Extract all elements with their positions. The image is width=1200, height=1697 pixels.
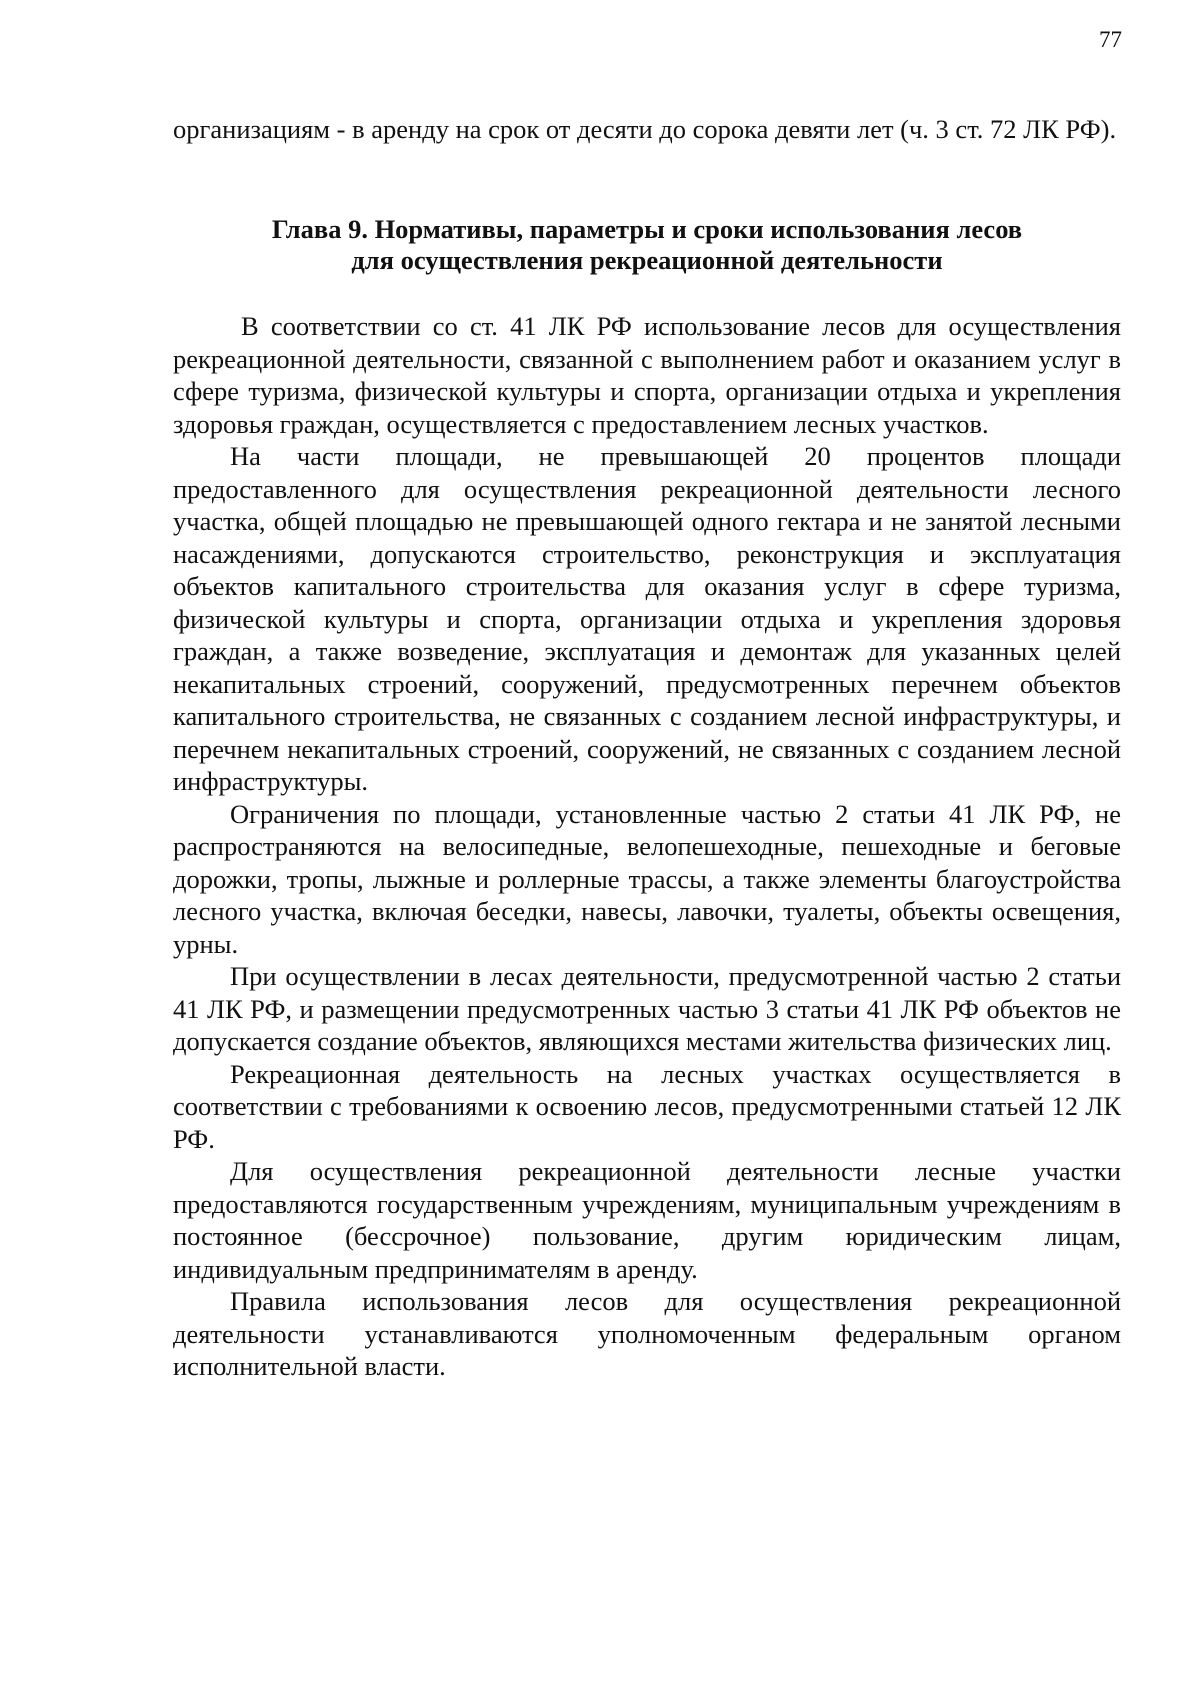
page-number: 77	[1099, 27, 1122, 52]
chapter-body	[173, 310, 1121, 1383]
paragraph-area-limits: На части площади, не превышающей 20 процентов площади предоставленного для осуществления рекреационной деятельности лесного участка, общей площадью не превышающей одного гектара и не занятой лесными насаждениями, допускаются строительство, реконструкция и эксплуатация объектов капитального строительства для оказания услуг в сфере туризма, физической культуры и спорта, организации отдыха и укрепления здоровья граждан, а также возведение, эксплуатация и демонтаж для указанных целей некапитальных строений, сооружений, предусмотренных перечнем объектов капитального строительства, не связанных с созданием лесной инфраструктуры, и перечнем некапитальных строений, сооружений, не связанных с созданием лесной инфраструктуры.	[173, 441, 1121, 796]
chapter-title-line-1: Глава 9. Нормативы, параметры и сроки использования лесов	[271, 214, 1023, 244]
chapter-heading	[173, 214, 1121, 276]
paragraph-recreation-basis: В соответствии со ст. 41 ЛК РФ использование лесов для осуществления рекреационной деятельности, связанной с выполнением работ и оказанием услуг в сфере туризма, физической культуры и спорта, организации отдыха и укрепления здоровья граждан, осуществляется с предоставлением лесных участков.	[173, 311, 1121, 439]
continuation-paragraph: организациям - в аренду на срок от десяти до сорока девяти лет (ч. 3 ст. 72 ЛК РФ).	[173, 114, 1117, 144]
paragraph-development-requirements: Рекреационная деятельность на лесных участках осуществляется в соответствии с требованиями к освоению лесов, предусмотренными статьей 12 ЛК РФ.	[173, 1058, 1121, 1154]
chapter-title-line-2: для осуществления рекреационной деятельности	[351, 245, 943, 275]
paragraph-provision-terms: Для осуществления рекреационной деятельности лесные участки предоставляются государственным учреждениям, муниципальным учреждениям в постоянное (бессрочное) пользование, другим юридическим лицам, индивидуальным предпринимателям в аренду.	[173, 1156, 1121, 1284]
paragraph-rules-authority: Правила использования лесов для осуществления рекреационной деятельности устанавливаются уполномоченным федеральным органом исполнительной власти.	[173, 1286, 1121, 1381]
paragraph-residence-prohibition: При осуществлении в лесах деятельности, предусмотренной частью 2 статьи 41 ЛК РФ, и размещении предусмотренных частью 3 статьи 41 ЛК РФ объектов не допускается создание объектов, являющихся местами жительства физических лиц.	[173, 961, 1121, 1056]
paragraph-area-exceptions: Ограничения по площади, установленные частью 2 статьи 41 ЛК РФ, не распространяются на велосипедные, велопешеходные, пешеходные и беговые дорожки, тропы, лыжные и роллерные трассы, а также элементы благоустройства лесного участка, включая беседки, навесы, лавочки, туалеты, объекты освещения, урны.	[173, 798, 1121, 959]
